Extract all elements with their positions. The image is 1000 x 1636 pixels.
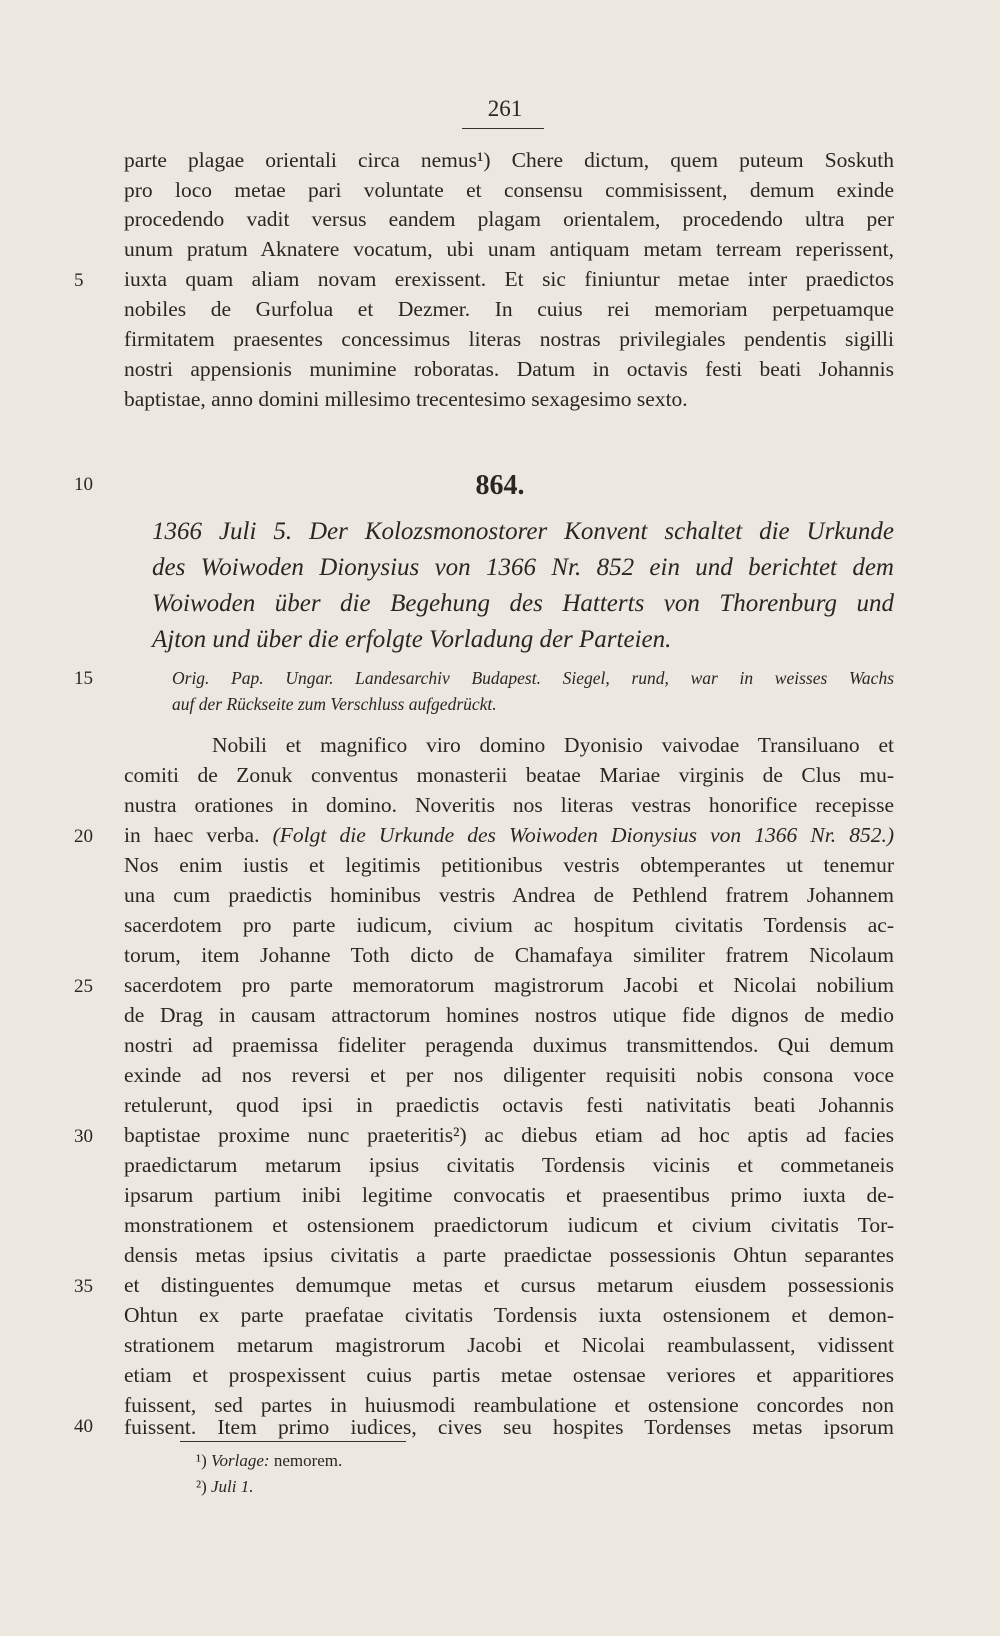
- text-line: Nos enim iustis et legitimis petitionibus vestris obtemperantes ut tenemur: [124, 853, 894, 877]
- footnote-label: Vorlage:: [211, 1451, 270, 1470]
- footnote-text: nemorem.: [273, 1451, 343, 1470]
- regest-line: Woiwoden über die Begehung des Hatterts von Thorenburg und: [152, 590, 894, 617]
- document-number: 864.: [475, 470, 525, 501]
- text-line: fuissent. Item primo iudices, cives seu hospites Tordenses metas ipsorum: [124, 1415, 894, 1439]
- regest-line: 1366 Juli 5. Der Kolozsmonostorer Konvent schaltet die Urkunde: [152, 518, 894, 545]
- text-line: et distinguentes demumque metas et cursus metarum eiusdem possessionis: [124, 1273, 894, 1297]
- text-line: baptistae proxime nunc praeteritis²) ac diebus etiam ad hoc aptis ad facies: [124, 1123, 894, 1147]
- line-number: 30: [74, 1126, 93, 1147]
- line-number: 20: [74, 826, 93, 847]
- line-number: 25: [74, 976, 93, 997]
- text-segment: in haec verba.: [124, 823, 260, 847]
- text-line: Nobili et magnifico viro domino Dyonisio vaivodae Transiluano et: [212, 733, 894, 757]
- text-line: de Drag in causam attractorum homines nostros utique fide dignos de medio: [124, 1003, 894, 1027]
- footnote-text: Juli 1.: [211, 1477, 254, 1496]
- text-line: praedictarum metarum ipsius civitatis Tordensis vicinis et commetaneis: [124, 1153, 894, 1177]
- text-line: pro loco metae pari voluntate et consensu commisissent, demum exinde: [124, 178, 894, 202]
- text-line: ipsarum partium inibi legitime convocatis et praesentibus primo iuxta de-: [124, 1183, 894, 1207]
- text-line: nobiles de Gurfolua et Dezmer. In cuius rei memoriam perpetuamque: [124, 297, 894, 321]
- regest-line: des Woiwoden Dionysius von 1366 Nr. 852 ein und berichtet dem: [152, 554, 894, 581]
- text-line: nostri ad praemissa fideliter peragenda duximus transmittendos. Qui demum: [124, 1033, 894, 1057]
- text-line: Ohtun ex parte praefatae civitatis Tordensis iuxta ostensionem et demon-: [124, 1303, 894, 1327]
- line-number: 40: [74, 1416, 93, 1437]
- text-line: parte plagae orientali circa nemus¹) Chere dictum, quem puteum Soskuth: [124, 148, 894, 172]
- text-line: iuxta quam aliam novam erexissent. Et sic finiuntur metae inter praedictos: [124, 267, 894, 291]
- page-number: 261: [487, 96, 523, 121]
- line-number: 35: [74, 1276, 93, 1297]
- source-note: Orig. Pap. Ungar. Landesarchiv Budapest. Siegel, rund, war in weisses Wachs: [172, 668, 894, 688]
- text-line: fuissent, sed partes in huiusmodi reambulatione et ostensione concordes non: [124, 1393, 894, 1417]
- text-line: sacerdotem pro parte memoratorum magistrorum Jacobi et Nicolai nobilium: [124, 973, 894, 997]
- editorial-note: (Folgt die Urkunde des Woiwoden Dionysius von 1366 Nr. 852.): [272, 823, 894, 847]
- footnote-rule: [180, 1441, 406, 1442]
- text-line: densis metas ipsius civitatis a parte praedictae possessionis Ohtun separantes: [124, 1243, 894, 1267]
- line-number: 10: [74, 474, 93, 495]
- line-number: 15: [74, 668, 93, 689]
- source-note: auf der Rückseite zum Verschluss aufgedrückt.: [172, 694, 497, 714]
- footnote: [196, 1450, 342, 1472]
- text-line: exinde ad nos reversi et per nos diligenter requisiti nobis consona voce: [124, 1063, 894, 1087]
- text-line: nostri appensionis munimine roboratas. Datum in octavis festi beati Johannis: [124, 357, 894, 381]
- text-line: strationem metarum magistrorum Jacobi et Nicolai reambulassent, vidissent: [124, 1333, 894, 1357]
- footnote-marker: ²): [196, 1477, 207, 1496]
- text-line: nustra orationes in domino. Noveritis nos literas vestras honorifice recepisse: [124, 793, 894, 817]
- regest-line: Ajton und über die erfolgte Vorladung der Parteien.: [152, 626, 672, 653]
- text-line: monstrationem et ostensionem praedictorum iudicum et civium civitatis Tor-: [124, 1213, 894, 1237]
- text-line: unum pratum Aknatere vocatum, ubi unam antiquam metam terream reperissent,: [124, 237, 894, 261]
- footnote-marker: ¹): [196, 1451, 207, 1470]
- text-line: sacerdotem pro parte iudicum, civium ac hospitum civitatis Tordensis ac-: [124, 913, 894, 937]
- text-line: etiam et prospexissent cuius partis metae ostensae veriores et apparitiores: [124, 1363, 894, 1387]
- line-number: 5: [74, 270, 84, 291]
- page-number-rule: [462, 128, 544, 129]
- text-line: una cum praedictis hominibus vestris Andrea de Pethlend fratrem Johannem: [124, 883, 894, 907]
- text-line: torum, item Johanne Toth dicto de Chamafaya similiter fratrem Nicolaum: [124, 943, 894, 967]
- text-line: procedendo vadit versus eandem plagam orientalem, procedendo ultra per: [124, 207, 894, 231]
- text-line: baptistae, anno domini millesimo trecentesimo sexagesimo sexto.: [124, 387, 688, 411]
- footnote: [196, 1476, 254, 1498]
- text-line: [124, 820, 894, 850]
- text-line: retulerunt, quod ipsi in praedictis octavis festi nativitatis beati Johannis: [124, 1093, 894, 1117]
- text-line: comiti de Zonuk conventus monasterii beatae Mariae virginis de Clus mu-: [124, 763, 894, 787]
- text-line: firmitatem praesentes concessimus literas nostras privilegiales pendentis sigilli: [124, 327, 894, 351]
